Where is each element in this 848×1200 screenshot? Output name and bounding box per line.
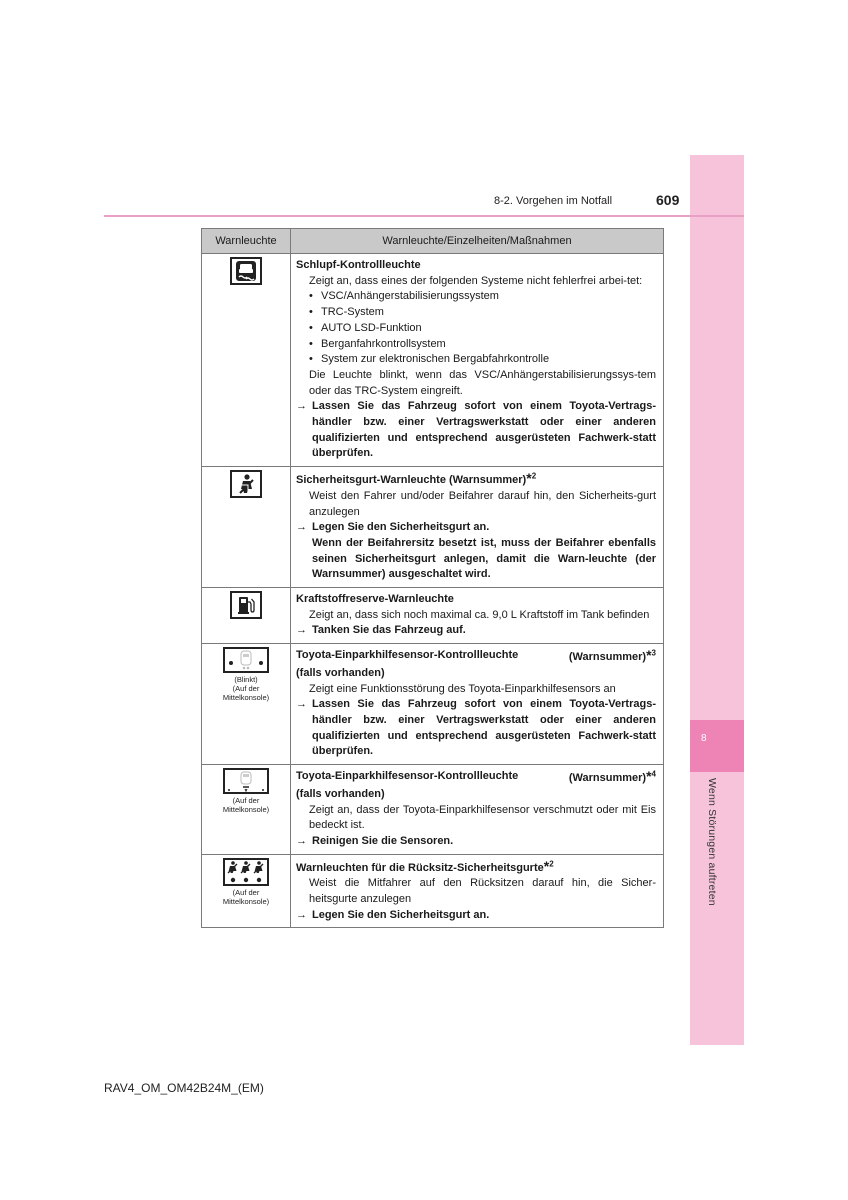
row-description: Zeigt eine Funktionsstörung des Toyota-Einparkhilfesensors an <box>309 682 616 695</box>
row-description: Weist den Fahrer und/oder Beifahrer darauf hin, den Sicherheits-gurt anzulegen <box>309 489 656 518</box>
row-title: Schlupf-Kontrollleuchte <box>296 259 421 271</box>
list-item: • TRC-System <box>296 305 656 321</box>
warning-light-table <box>201 228 664 928</box>
row-description: Die Leuchte blinkt, wenn das VSC/Anhängerstabilisierungssys-tem oder das TRC-System eingreift. <box>309 368 656 397</box>
chapter-number-tab <box>690 720 744 772</box>
list-item: • System zur elektronischen Bergabfahrkontrolle <box>296 352 656 368</box>
arrow-icon: → <box>296 521 307 534</box>
row-action: → Reinigen Sie die Sensoren. <box>296 834 656 850</box>
table-row <box>202 854 664 928</box>
parking-sensor-icon <box>223 647 269 673</box>
table-row <box>202 644 664 765</box>
footnote-star: * <box>646 647 652 664</box>
arrow-icon: → <box>296 400 307 413</box>
icon-caption: (Auf der Mittelkonsole) <box>222 796 270 815</box>
table-row <box>202 467 664 588</box>
document-code: RAV4_OM_OM42B24M_(EM) <box>104 1081 264 1095</box>
table-row <box>202 588 664 644</box>
arrow-icon: → <box>296 698 307 711</box>
arrow-icon: → <box>296 908 307 921</box>
row-description: Weist die Mitfahrer auf den Rücksitzen darauf hin, die Sicher-heitsgurte anzulegen <box>309 877 656 906</box>
table-row <box>202 765 664 855</box>
icon-caption: (Blinkt) (Auf der Mittelkonsole) <box>222 675 270 703</box>
bullet-icon: • <box>309 321 313 334</box>
section-title: 8-2. Vorgehen im Notfall <box>494 195 613 207</box>
bullet-icon: • <box>309 337 313 350</box>
row-action: → Legen Sie den Sicherheitsgurt an. <box>296 908 656 924</box>
list-item: • AUTO LSD-Funktion <box>296 321 656 337</box>
footnote-ref: 3 <box>651 648 656 658</box>
row-action: → Lassen Sie das Fahrzeug sofort von einem Toyota-Vertrags-händler bzw. einer Vertragswerkstatt oder einer anderen qualifizierten und entsprechend ausgerüsteten Fachwerk-statt überprüfen. <box>296 399 656 462</box>
list-item: • Berganfahrkontrollsystem <box>296 337 656 353</box>
icon-caption: (Auf der Mittelkonsole) <box>222 887 270 906</box>
footnote-star: * <box>646 768 652 785</box>
row-title: Sicherheitsgurt-Warnleuchte (Warnsummer)*$^2$ <box>296 470 537 487</box>
chapter-side-tab <box>690 155 744 1045</box>
row-description: Zeigt an, dass sich noch maximal ca. 9,0 L Kraftstoff im Tank befinden <box>309 608 650 621</box>
row-description: Zeigt an, dass der Toyota-Einparkhilfesensor verschmutzt oder mit Eis bedeckt ist. <box>309 803 656 832</box>
column-header-details: Warnleuchte/Einzelheiten/Maßnahmen <box>291 229 664 254</box>
slip-indicator-icon <box>230 257 262 285</box>
bullet-icon: • <box>309 353 313 366</box>
row-action-detail: Wenn der Beifahrersitz besetzt ist, muss der Beifahrer ebenfalls seinen Sicherheitsgurt anlegen, damit die Warn-leuchte (der Warnsummer) ausgeschaltet wird. <box>312 536 656 581</box>
chapter-title: Wenn Störungen auftreten <box>706 778 718 906</box>
rear-seatbelt-warning-icon <box>223 858 269 886</box>
fuel-pump-icon <box>230 591 262 619</box>
arrow-icon: → <box>296 834 307 847</box>
row-action: → Legen Sie den Sicherheitsgurt an. <box>296 520 656 536</box>
parking-sensor-dirty-icon <box>223 768 269 794</box>
footnote-star: * <box>526 470 532 487</box>
row-title: Kraftstoffreserve-Warnleuchte <box>296 593 454 606</box>
row-title: Toyota-Einparkhilfesensor-Kontrollleuchte (Warnsummer)*$^3$ <box>296 647 656 664</box>
table-header-row <box>202 229 664 254</box>
page-number: 609 <box>656 192 680 208</box>
footnote-ref: 2 <box>549 858 554 868</box>
seatbelt-warning-icon <box>230 470 262 498</box>
row-description: Zeigt an, dass eines der folgenden Systeme nicht fehlerfrei arbei-tet: <box>309 274 643 287</box>
bullet-icon: • <box>309 306 313 319</box>
list-item: • VSC/Anhängerstabilisierungssystem <box>296 289 656 305</box>
footnote-ref: 2 <box>531 471 537 481</box>
bullet-icon: • <box>309 290 313 303</box>
table-row <box>202 254 664 467</box>
row-subtitle: (falls vorhanden) <box>296 787 385 800</box>
chapter-number: 8 <box>701 733 707 744</box>
arrow-icon: → <box>296 624 307 637</box>
header-divider <box>104 215 744 217</box>
row-action: → Tanken Sie das Fahrzeug auf. <box>296 623 656 639</box>
row-action: → Lassen Sie das Fahrzeug sofort von einem Toyota-Vertrags-händler bzw. einer Vertragswerkstatt oder einer anderen qualifizierten und entsprechend ausgerüsteten Fachwerk-statt überprüfen. <box>296 697 656 760</box>
row-title: Toyota-Einparkhilfesensor-Kontrollleuchte (Warnsummer)*$^4$ <box>296 768 656 785</box>
footnote-ref: 4 <box>651 769 656 779</box>
row-subtitle: (falls vorhanden) <box>296 666 385 679</box>
footnote-star: * <box>543 857 550 874</box>
row-title: Warnleuchten für die Rücksitz-Sicherheitsgurte*$^2$ <box>296 857 554 874</box>
column-header-warnleuchte: Warnleuchte <box>202 229 291 254</box>
